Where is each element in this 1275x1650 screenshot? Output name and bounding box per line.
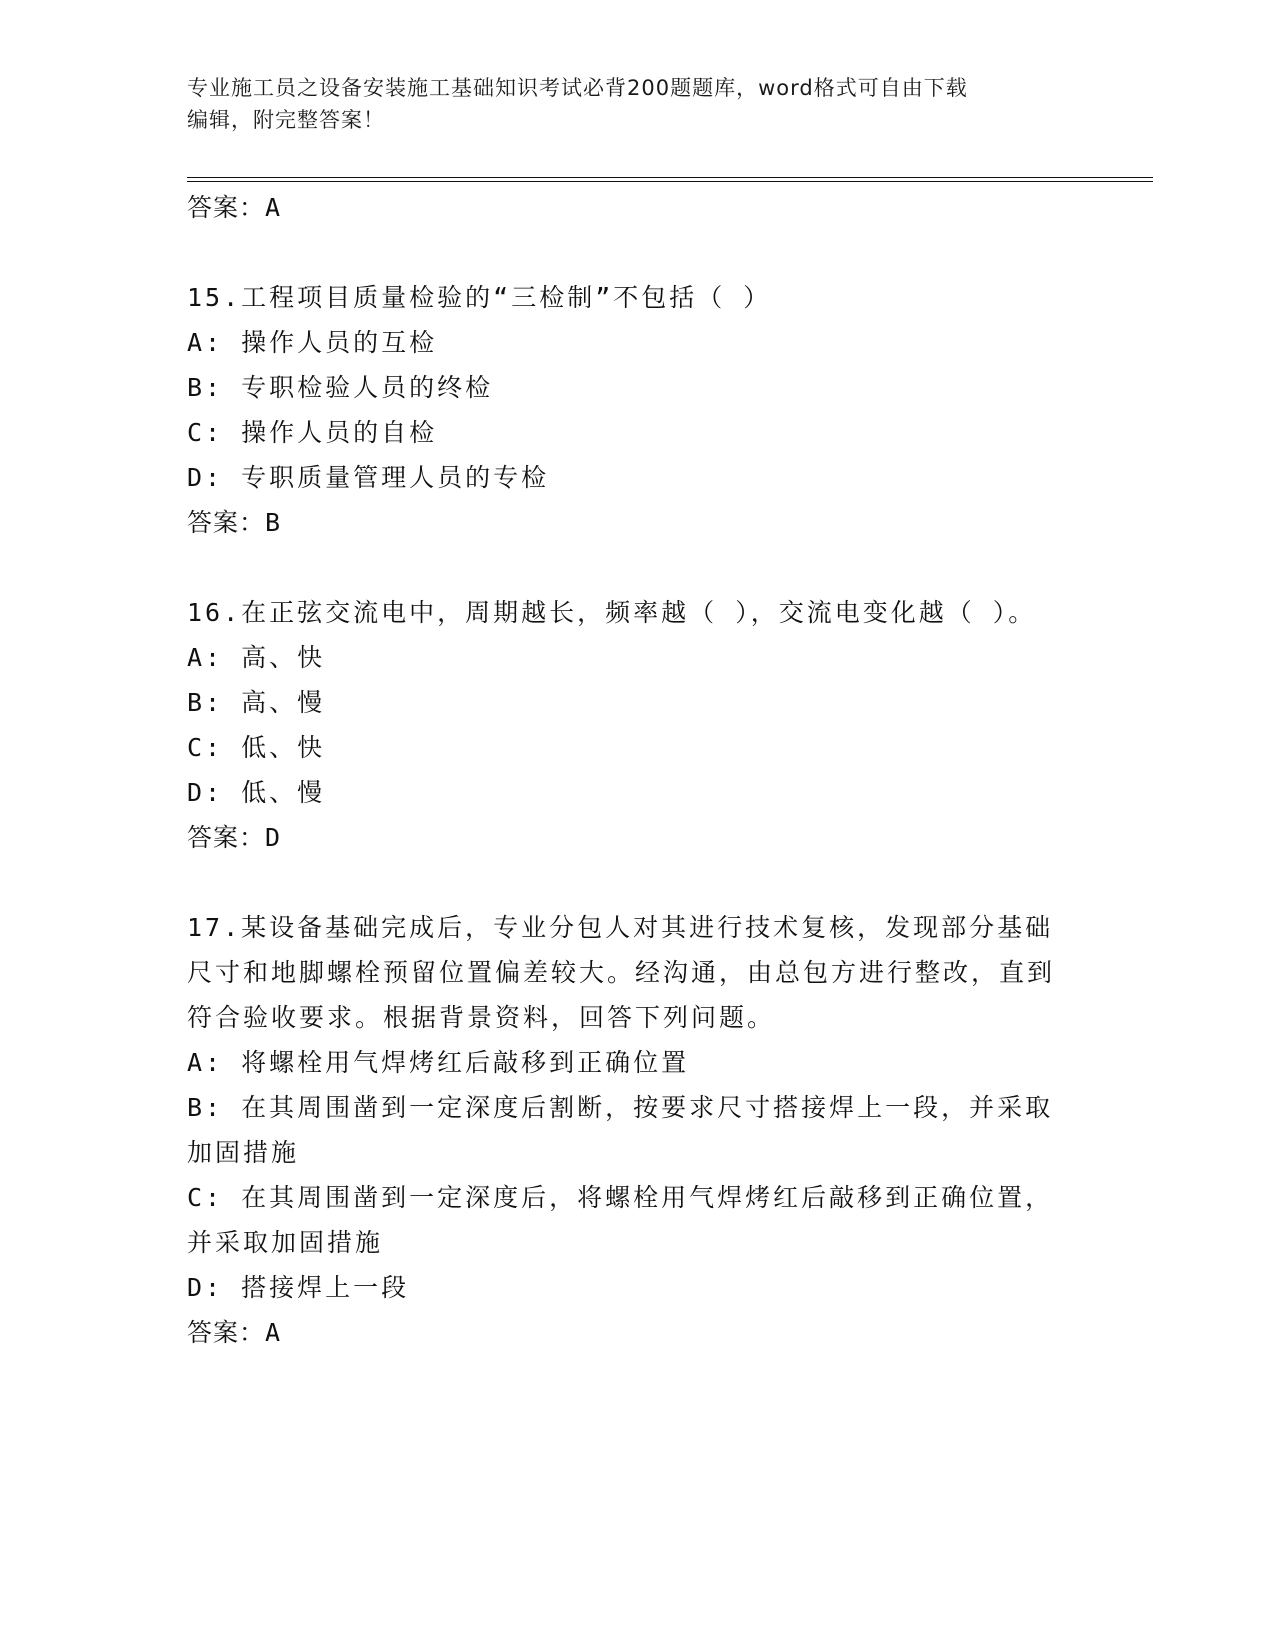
header-divider <box>187 177 1153 182</box>
option-key: C: <box>187 1183 224 1212</box>
answer-value: B <box>265 508 282 537</box>
option-b <box>187 365 1077 410</box>
answer-value: A <box>265 1318 282 1347</box>
option-text: 高、慢 <box>241 688 326 717</box>
option-key: C: <box>187 418 224 447</box>
header-line-2: 编辑，附完整答案！ <box>187 108 385 132</box>
option-text: 专职质量管理人员的专检 <box>241 463 550 492</box>
option-c <box>187 410 1077 455</box>
option-key: A: <box>187 1048 224 1077</box>
question-block <box>187 275 1087 546</box>
option-d <box>187 770 1077 815</box>
option-key: C: <box>187 733 224 762</box>
document-header <box>187 72 1067 136</box>
option-key: A: <box>187 643 224 672</box>
answer-line <box>187 815 1087 861</box>
option-text: 低、慢 <box>241 778 326 807</box>
answer-label: 答案： <box>187 823 266 852</box>
header-line-1: 专业施工员之设备安装施工基础知识考试必背200题题库，word格式可自由下载 <box>187 76 968 100</box>
question-stem: 17.某设备基础完成后，专业分包人对其进行技术复核，发现部分基础尺寸和地脚螺栓预留位置偏差较大。经沟通，由总包方进行整改，直到符合验收要求。根据背景资料，回答下列问题。 <box>187 913 1056 1032</box>
question-list <box>187 185 1087 1356</box>
option-c <box>187 725 1077 770</box>
option-d <box>187 455 1077 500</box>
answer-label: 答案： <box>187 193 266 222</box>
option-text: 将螺栓用气焊烤红后敲移到正确位置 <box>241 1048 690 1077</box>
option-b <box>187 680 1077 725</box>
option-text: 在其周围凿到一定深度后，将螺栓用气焊烤红后敲移到正确位置，并采取加固措施 <box>187 1183 1054 1257</box>
answer-label: 答案： <box>187 1318 266 1347</box>
option-d <box>187 1265 1077 1310</box>
option-text: 操作人员的互检 <box>241 328 438 357</box>
option-a <box>187 635 1077 680</box>
question-stem: 16.在正弦交流电中，周期越长，频率越（ ），交流电变化越（ ）。 <box>187 598 1037 627</box>
option-c <box>187 1175 1077 1265</box>
option-text: 在其周围凿到一定深度后割断，按要求尺寸搭接焊上一段，并采取加固措施 <box>187 1093 1054 1167</box>
answer-value: A <box>265 193 282 222</box>
option-key: B: <box>187 688 224 717</box>
answer-line <box>187 500 1087 546</box>
option-key: A: <box>187 328 224 357</box>
option-a <box>187 1040 1077 1085</box>
option-text: 操作人员的自检 <box>241 418 438 447</box>
option-text: 低、快 <box>241 733 326 762</box>
option-b <box>187 1085 1077 1175</box>
option-key: B: <box>187 373 224 402</box>
option-key: D: <box>187 778 224 807</box>
option-text: 搭接焊上一段 <box>241 1273 410 1302</box>
option-key: D: <box>187 463 224 492</box>
answer-line <box>187 1310 1087 1356</box>
option-key: D: <box>187 1273 224 1302</box>
answer-label: 答案： <box>187 508 266 537</box>
answer-line <box>187 185 1087 231</box>
question-block <box>187 905 1087 1356</box>
option-a <box>187 320 1077 365</box>
question-stem: 15.工程项目质量检验的“三检制”不包括（ ） <box>187 283 772 312</box>
option-text: 专职检验人员的终检 <box>241 373 494 402</box>
answer-value: D <box>265 823 282 852</box>
question-block <box>187 590 1087 861</box>
option-key: B: <box>187 1093 224 1122</box>
option-text: 高、快 <box>241 643 326 672</box>
